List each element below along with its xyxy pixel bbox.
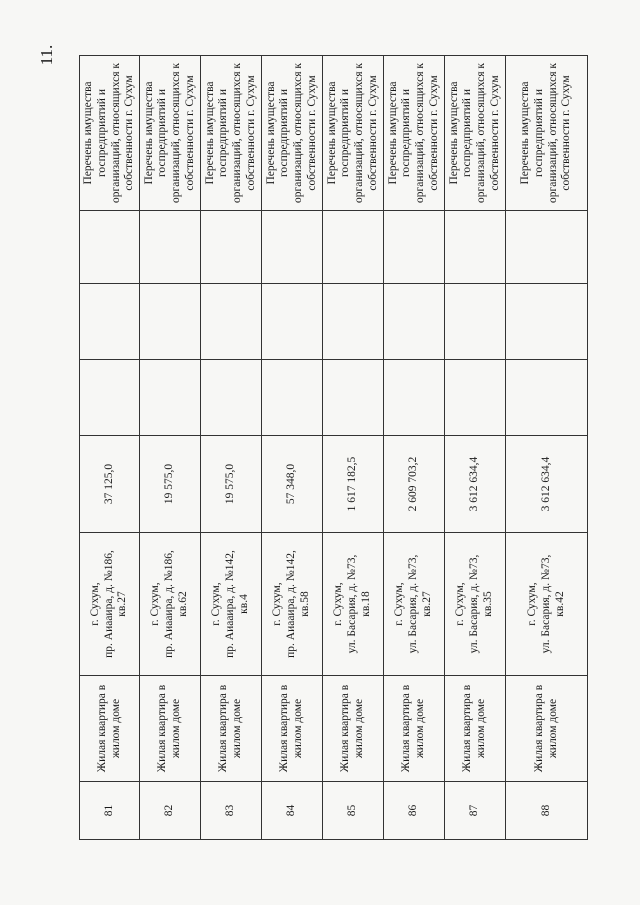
property-type-text: Жилая квартира в жилом доме [156,684,183,773]
property-value-text: 37 125,0 [102,463,115,505]
property-address [445,533,506,676]
table-body [80,56,588,840]
property-type-text: Жилая квартира в жилом доме [532,684,559,773]
property-value-text: 3 612 634,4 [468,456,481,512]
property-type [323,676,384,782]
property-value [140,436,201,533]
property-type-text: Жилая квартира в жилом доме [339,684,366,773]
table-stage [79,56,573,840]
property-type-text: Жилая квартира в жилом доме [461,684,488,773]
source-document [201,56,262,211]
property-value-text: 19 575,0 [163,463,176,505]
property-address-text: кв.18 [360,591,373,617]
property-address [80,533,140,676]
source-document-text: Перечень имущества госпредприятий и организаций, относящихся к собственности г. Сухум [82,63,136,203]
table-row [323,56,384,840]
property-address-text: кв.4 [238,594,251,614]
property-type [384,676,445,782]
row-number [201,782,262,840]
property-address-text: г. Сухум, [332,582,345,626]
property-value [384,436,445,533]
property-address-text: пр. Аиааира, д. №142, [285,550,298,658]
source-document [80,56,140,211]
property-address [140,533,201,676]
page-number: 11. [37,44,56,66]
empty-cell-1 [140,360,201,436]
property-address-text: пр. Аиааира, д. №186, [102,550,115,658]
empty-cell-3 [80,211,140,284]
row-number [445,782,506,840]
property-type [506,676,588,782]
property-value-text: 1 617 182,5 [346,456,359,512]
source-document-text: Перечень имущества госпредприятий и организаций, относящихся к собственности г. Сухум [325,63,379,203]
row-number-text: 82 [163,804,176,817]
empty-cell-1 [323,360,384,436]
empty-cell-1 [80,360,140,436]
property-type [80,676,140,782]
table-row [384,56,445,840]
property-value-text: 2 609 703,2 [407,456,420,512]
empty-cell-1 [201,360,262,436]
property-address [506,533,588,676]
property-address [384,533,445,676]
source-document-text: Перечень имущества госпредприятий и организаций, относящихся к собственности г. Сухум [142,63,196,203]
row-number [262,782,323,840]
property-address-text: г. Сухум, [210,582,223,626]
empty-cell-3 [445,211,506,284]
property-address-text: кв.27 [421,591,434,617]
empty-cell-3 [506,211,588,284]
empty-cell-1 [262,360,323,436]
property-address [201,533,262,676]
property-address [262,533,323,676]
property-value [80,436,140,533]
row-number [323,782,384,840]
empty-cell-3 [262,211,323,284]
property-address-text: г. Сухум, [454,582,467,626]
property-address-text: кв.35 [482,591,495,617]
source-document-text: Перечень имущества госпредприятий и организаций, относящихся к собственности г. Сухум [447,63,501,203]
property-address-text: г. Сухум, [149,582,162,626]
rotated-table-wrapper [79,56,573,840]
property-type-text: Жилая квартира в жилом доме [400,684,427,773]
property-value [445,436,506,533]
empty-cell-3 [323,211,384,284]
property-type [201,676,262,782]
source-document [384,56,445,211]
property-address-text: кв.58 [299,591,312,617]
property-value [201,436,262,533]
property-address-text: г. Сухум, [271,582,284,626]
property-address-text: ул. Басария, д. №73, [468,554,481,654]
row-number [506,782,588,840]
property-address-text: ул. Басария, д. №73, [346,554,359,654]
property-address-text: ул. Басария, д. №73, [539,554,552,654]
empty-cell-3 [201,211,262,284]
row-number [140,782,201,840]
property-value-text: 19 575,0 [224,463,237,505]
property-address-text: пр. Аиааира, д. №186, [163,550,176,658]
empty-cell-3 [384,211,445,284]
row-number-text: 86 [407,804,420,817]
row-number-text: 85 [346,804,359,817]
property-address-text: пр. Аиааира, д. №142, [224,550,237,658]
property-type [140,676,201,782]
source-document [140,56,201,211]
source-document [262,56,323,211]
property-value [262,436,323,533]
table-row [80,56,140,840]
empty-cell-2 [262,284,323,360]
source-document-text: Перечень имущества госпредприятий и организаций, относящихся к собственности г. Сухум [203,63,257,203]
table-row [262,56,323,840]
empty-cell-3 [140,211,201,284]
property-type-text: Жилая квартира в жилом доме [95,684,122,773]
table-row [140,56,201,840]
property-value-text: 3 612 634,4 [539,456,552,512]
empty-cell-1 [445,360,506,436]
empty-cell-2 [140,284,201,360]
row-number-text: 81 [102,804,115,817]
property-address-text: ул. Басария, д. №73, [407,554,420,654]
property-address-text: г. Сухум, [525,582,538,626]
property-value [506,436,588,533]
row-number-text: 84 [285,804,298,817]
table-row [506,56,588,840]
source-document-text: Перечень имущества госпредприятий и организаций, относящихся к собственности г. Сухум [519,63,573,203]
property-type [262,676,323,782]
empty-cell-2 [201,284,262,360]
property-type-text: Жилая квартира в жилом доме [278,684,305,773]
property-type [445,676,506,782]
property-value [323,436,384,533]
property-value-text: 57 348,0 [285,463,298,505]
property-address-text: кв.27 [116,591,129,617]
property-address-text: г. Сухум, [393,582,406,626]
property-address-text: кв.62 [177,591,190,617]
property-table [79,55,588,840]
empty-cell-2 [506,284,588,360]
row-number-text: 88 [539,804,552,817]
row-number [384,782,445,840]
row-number-text: 87 [468,804,481,817]
empty-cell-2 [384,284,445,360]
empty-cell-2 [80,284,140,360]
property-address [323,533,384,676]
row-number [80,782,140,840]
table-row [201,56,262,840]
source-document-text: Перечень имущества госпредприятий и организаций, относящихся к собственности г. Сухум [264,63,318,203]
property-address-text: г. Сухум, [88,582,101,626]
source-document [445,56,506,211]
empty-cell-2 [323,284,384,360]
row-number-text: 83 [224,804,237,817]
table-row [445,56,506,840]
source-document [506,56,588,211]
empty-cell-1 [384,360,445,436]
property-address-text: кв.42 [553,591,566,617]
empty-cell-1 [506,360,588,436]
source-document-text: Перечень имущества госпредприятий и организаций, относящихся к собственности г. Сухум [386,63,440,203]
empty-cell-2 [445,284,506,360]
property-type-text: Жилая квартира в жилом доме [217,684,244,773]
source-document [323,56,384,211]
